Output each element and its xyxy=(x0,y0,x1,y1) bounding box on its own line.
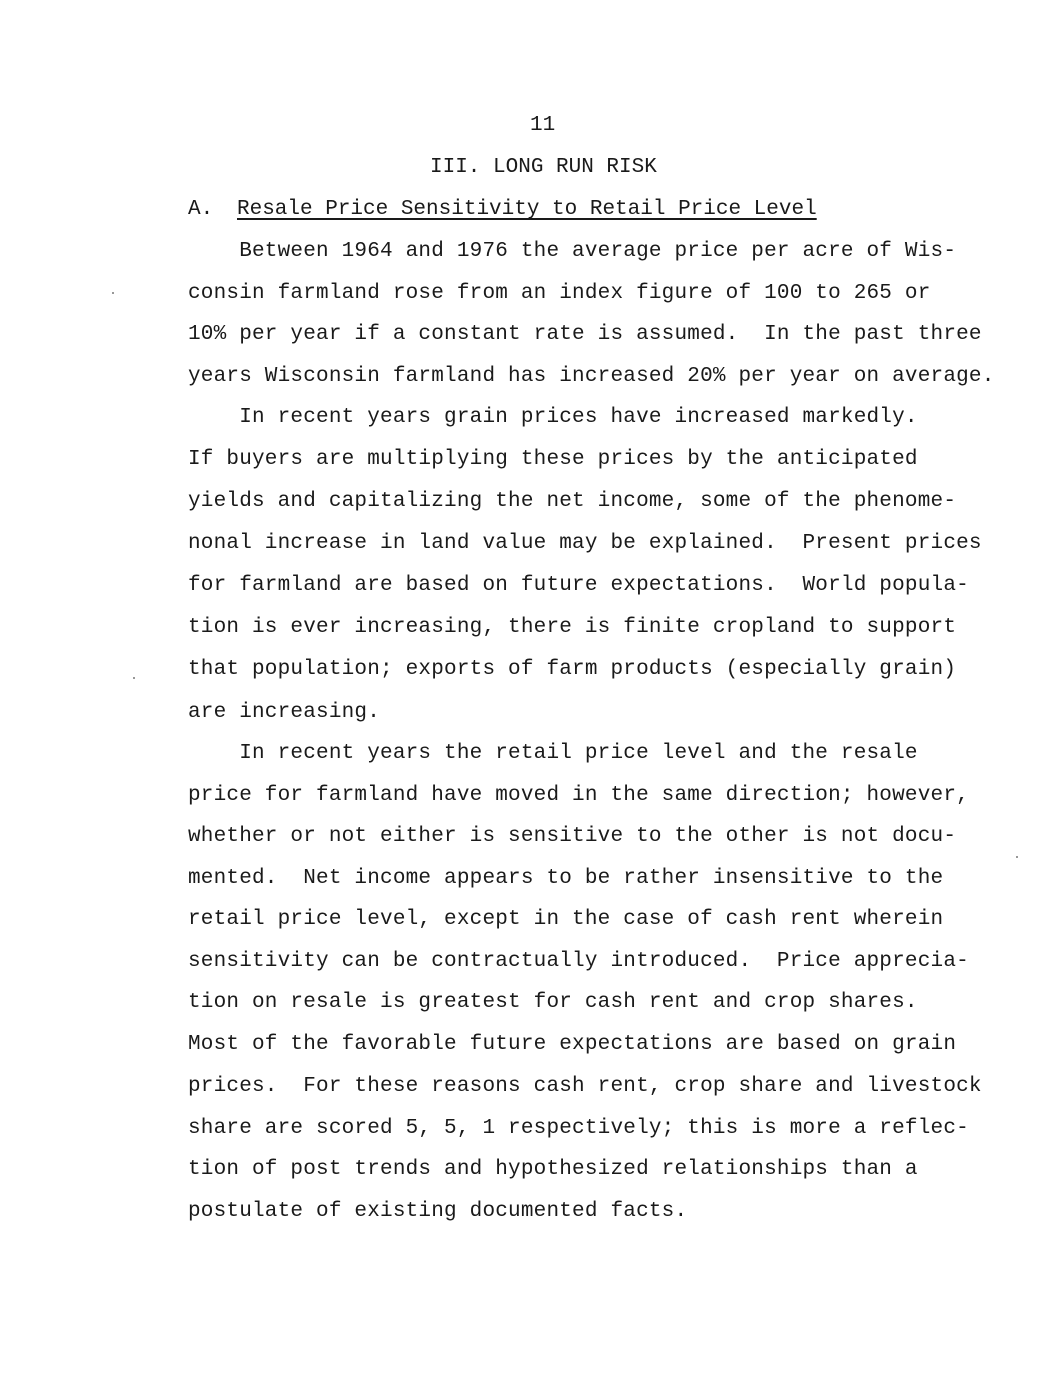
body-line: prices. For these reasons cash rent, crop share and livestock xyxy=(188,1075,982,1098)
body-line: sensitivity can be contractually introduced. Price apprecia- xyxy=(188,950,969,973)
scan-speck xyxy=(112,292,114,294)
body-line: tion of post trends and hypothesized relationships than a xyxy=(188,1158,918,1181)
body-line: In recent years grain prices have increased markedly. xyxy=(188,406,918,429)
body-line: yields and capitalizing the net income, some of the phenome- xyxy=(188,490,957,513)
body-line: consin farmland rose from an index figure of 100 to 265 or xyxy=(188,282,931,305)
body-line: 10% per year if a constant rate is assumed. In the past three xyxy=(188,323,982,346)
subsection-title: Resale Price Sensitivity to Retail Price Level xyxy=(237,198,817,221)
body-line: In recent years the retail price level and the resale xyxy=(188,742,918,765)
page-number: 11 xyxy=(530,114,556,137)
body-line: for farmland are based on future expectations. World popula- xyxy=(188,574,969,597)
subsection-letter: A. xyxy=(188,198,214,221)
body-line: share are scored 5, 5, 1 respectively; this is more a reflec- xyxy=(188,1117,969,1140)
body-line: retail price level, except in the case of cash rent wherein xyxy=(188,908,944,931)
body-line: whether or not either is sensitive to the other is not docu- xyxy=(188,825,957,848)
scan-speck xyxy=(133,677,135,679)
body-line: Most of the favorable future expectations are based on grain xyxy=(188,1033,957,1056)
scan-speck xyxy=(1016,856,1018,858)
body-line: years Wisconsin farmland has increased 20% per year on average. xyxy=(188,365,995,388)
section-heading: III. LONG RUN RISK xyxy=(430,156,657,179)
body-line: nonal increase in land value may be explained. Present prices xyxy=(188,532,982,555)
body-line: If buyers are multiplying these prices by the anticipated xyxy=(188,448,918,471)
body-line: price for farmland have moved in the same direction; however, xyxy=(188,784,969,807)
body-line: are increasing. xyxy=(188,701,381,724)
body-line: tion is ever increasing, there is finite cropland to support xyxy=(188,616,957,639)
body-line: tion on resale is greatest for cash rent and crop shares. xyxy=(188,991,918,1014)
body-line: postulate of existing documented facts. xyxy=(188,1200,688,1223)
body-line: Between 1964 and 1976 the average price per acre of Wis- xyxy=(188,240,957,263)
body-line: mented. Net income appears to be rather insensitive to the xyxy=(188,867,944,890)
body-line: that population; exports of farm products (especially grain) xyxy=(188,658,957,681)
